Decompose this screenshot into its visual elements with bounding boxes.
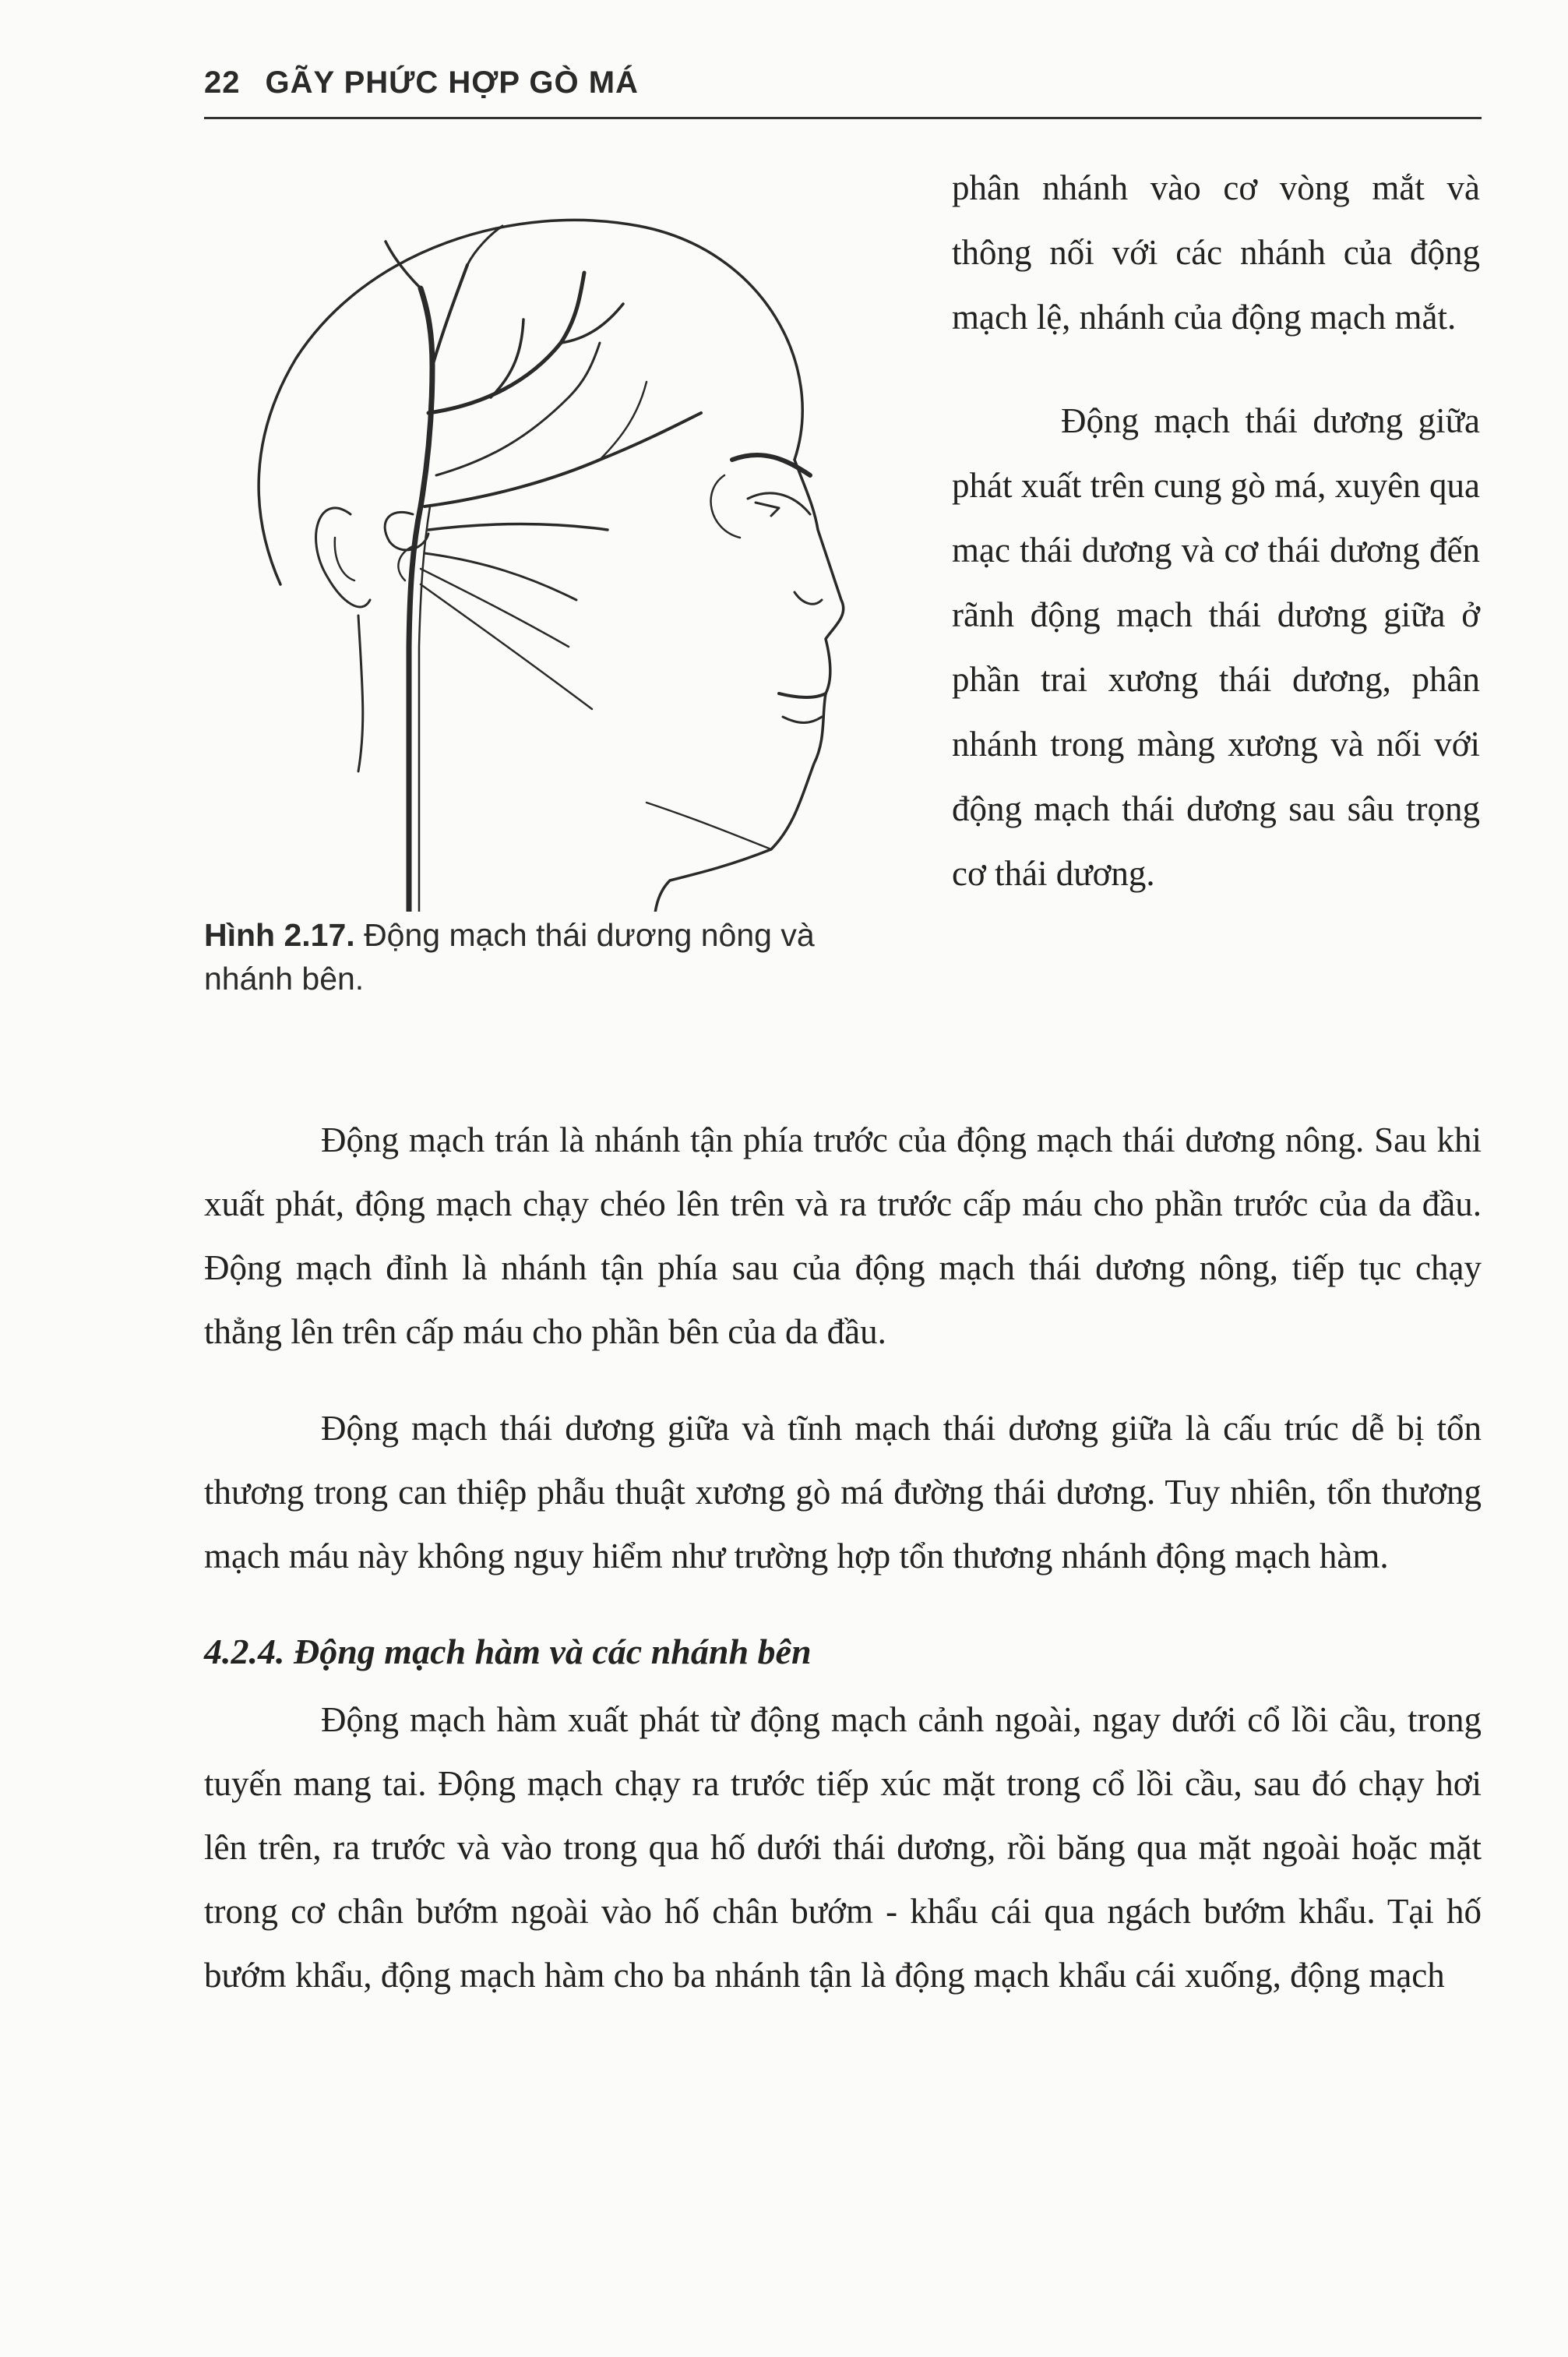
- section-heading: 4.2.4. Động mạch hàm và các nhánh bên: [204, 1632, 812, 1671]
- side-paragraph: Động mạch thái dương giữa phát xuất trên cung gò má, xuyên qua mạc thái dương và cơ thái dương đến rãnh động mạch thái dương giữa ở phần trai xương thái dương, phân nhánh trong màng xương và nối với động mạch thái dương sau sâu trọng cơ thái dương.: [952, 401, 1480, 893]
- figure-caption-text: Động mạch thái dương nông và nhánh bên.: [204, 917, 815, 997]
- figure-illustration: [234, 179, 911, 912]
- side-column: [952, 156, 1480, 945]
- running-header: [204, 65, 1482, 101]
- body-text: [204, 1108, 1482, 2007]
- figure-label: Hình 2.17.: [204, 917, 355, 953]
- head-artery-drawing: [234, 179, 911, 912]
- figure-caption: [204, 913, 905, 1000]
- body-paragraph: Động mạch trán là nhánh tận phía trước của động mạch thái dương nông. Sau khi xuất phát, động mạch chạy chéo lên trên và ra trước cấp máu cho phần trước của da đầu. Động mạch đỉnh là nhánh tận phía sau của động mạch thái dương nông, tiếp tục chạy thẳng lên trên cấp máu cho phần bên của da đầu.: [204, 1120, 1482, 1351]
- body-paragraph: Động mạch thái dương giữa và tĩnh mạch thái dương giữa là cấu trúc dễ bị tổn thương trong can thiệp phẫu thuật xương gò má đường thái dương. Tuy nhiên, tổn thương mạch máu này không nguy hiểm như trường hợp tổn thương nhánh động mạch hàm.: [204, 1409, 1482, 1575]
- header-rule: [204, 117, 1482, 119]
- side-paragraph: phân nhánh vào cơ vòng mắt và thông nối với các nhánh của động mạch lệ, nhánh của động mạch mắt.: [952, 168, 1480, 337]
- chapter-title: GÃY PHỨC HỢP GÒ MÁ: [265, 65, 639, 100]
- page-number: 22: [204, 65, 241, 100]
- body-paragraph: Động mạch hàm xuất phát từ động mạch cảnh ngoài, ngay dưới cổ lồi cầu, trong tuyến mang tai. Động mạch chạy ra trước tiếp xúc mặt trong cổ lồi cầu, sau đó chạy hơi lên trên, ra trước và vào trong qua hố dưới thái dương, rồi băng qua mặt ngoài hoặc mặt trong cơ chân bướm ngoài vào hố chân bướm - khẩu cái qua ngách bướm khẩu. Tại hố bướm khẩu, động mạch hàm cho ba nhánh tận là động mạch khẩu cái xuống, động mạch: [204, 1700, 1482, 1995]
